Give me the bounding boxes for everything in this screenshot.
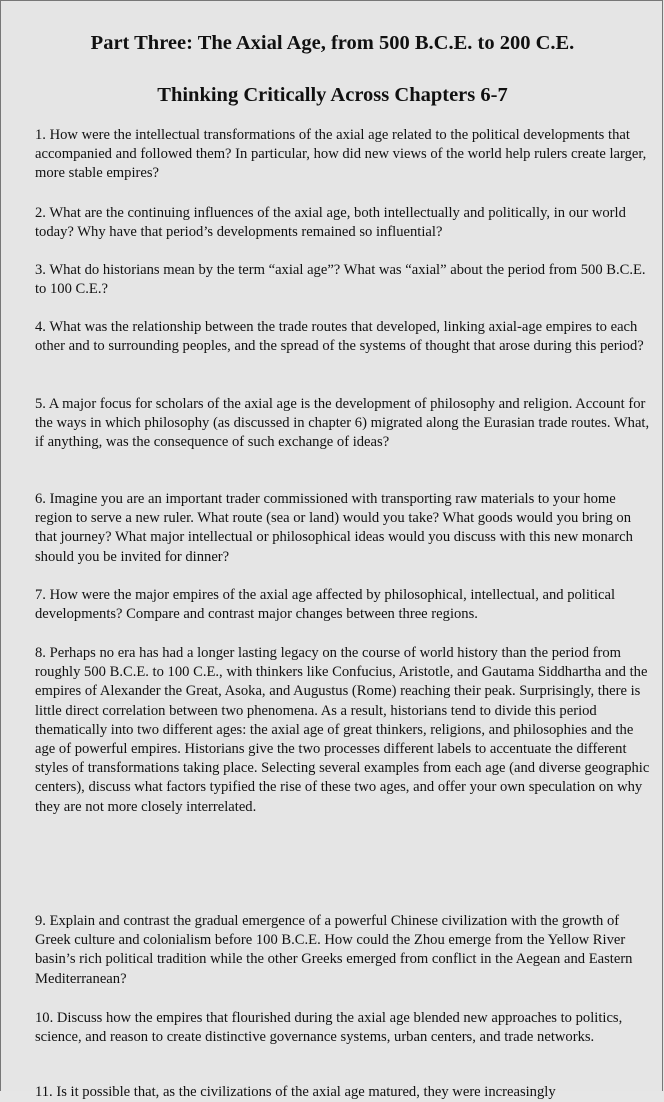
question-5: 5. A major focus for scholars of the axial age is the development of philosophy and religion. Account for the ways in which philosophy (as discussed in chapter 6) migrated along the Eurasian trade routes. What, if anything, was the consequence of such exchange of ideas? (35, 396, 650, 451)
question-8: 8. Perhaps no era has had a longer lasting legacy on the course of world history than the period from roughly 500 B.C.E. to 100 C.E., with thinkers like Confucius, Aristotle, and Gautama Siddhartha and the empires of Alexander the Great, Asoka, and Augustus (Rome) reaching their peak. Surprisingly, there is little direct correlation between two phenomena. As a result, historians tend to divide this period thematically into two different ages: the axial age of great thinkers, religions, and philosophies and the age of powerful empires. Historians give the two processes different labels to accentuate the different styles of transformations taking place. Selecting several examples from each age (and diverse geographic centers), discuss what factors typified the rise of these two ages, and offer your own speculation on why they are not more closely interrelated. (35, 645, 650, 815)
page-title: Part Three: The Axial Age, from 500 B.C.E. to 200 C.E. (90, 32, 575, 54)
question-6: 6. Imagine you are an important trader commissioned with transporting raw materials to your home region to serve a new ruler. What route (sea or land) would you take? What goods would you bring on that journey? What major intellectual or philosophical ideas would you discuss with this new monarch should you be invited for dinner? (35, 491, 633, 565)
question-2: 2. What are the continuing influences of the axial age, both intellectually and politically, in our world today? Why have that period’s developments remained so influential? (35, 205, 626, 241)
page-subtitle: Thinking Critically Across Chapters 6-7 (157, 84, 508, 106)
question-10: 10. Discuss how the empires that flourished during the axial age blended new approaches to politics, science, and reason to create distinctive governance systems, urban centers, and trade networks. (35, 1010, 623, 1046)
question-7: 7. How were the major empires of the axial age affected by philosophical, intellectual, and political developments? Compare and contrast major changes between three regions. (35, 587, 616, 623)
question-11: 11. Is it possible that, as the civilizations of the axial age matured, they were increasingly (35, 1084, 556, 1100)
question-4: 4. What was the relationship between the trade routes that developed, linking axial-age empires to each other and to surrounding peoples, and the spread of the systems of thought that arose during this period? (35, 319, 644, 355)
question-1: 1. How were the intellectual transformations of the axial age related to the political developments that accompanied and followed them? In particular, how did new views of the world help rulers create larger, more stable empires? (35, 127, 647, 182)
question-3: 3. What do historians mean by the term “axial age”? What was “axial” about the period from 500 B.C.E. to 100 C.E.? (35, 262, 646, 298)
question-9: 9. Explain and contrast the gradual emergence of a powerful Chinese civilization with the growth of Greek culture and colonialism before 100 B.C.E. How could the Zhou emerge from the Yellow River basin’s rich political tradition while the other Greeks emerged from conflict in the Aegean and Eastern Mediterranean? (35, 913, 633, 987)
